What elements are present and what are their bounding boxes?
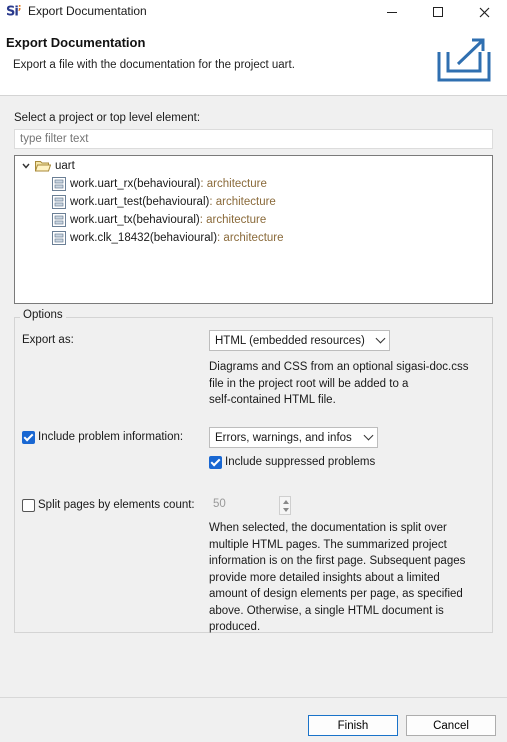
increment-icon[interactable]: [283, 500, 289, 504]
tree-root-label: uart: [55, 160, 75, 172]
filter-input[interactable]: [14, 129, 493, 149]
include-problems-label: Include problem information:: [38, 431, 184, 443]
tree-item[interactable]: [52, 211, 266, 229]
problem-level-select[interactable]: [209, 427, 378, 448]
options-legend: Options: [20, 309, 66, 321]
tree-item-kind: : architecture: [217, 232, 284, 244]
minimize-icon: [387, 12, 397, 13]
tree-item-name: work.uart_rx(behavioural): [70, 178, 201, 190]
include-suppressed-label: Include suppressed problems: [225, 456, 376, 468]
finish-button[interactable]: Finish: [308, 715, 398, 736]
tree-item-kind: : architecture: [209, 196, 276, 208]
tree-item-name: work.uart_test(behavioural): [70, 196, 210, 208]
architecture-icon: [52, 195, 66, 209]
select-element-label: Select a project or top level element:: [14, 112, 201, 124]
split-pages-checkbox[interactable]: [22, 499, 35, 512]
architecture-icon: [52, 213, 66, 227]
include-problems-checkbox[interactable]: [22, 431, 35, 444]
footer-divider: [0, 697, 507, 698]
tree-root-uart[interactable]: [21, 157, 75, 175]
title-bar: [0, 0, 507, 24]
split-help-text: When selected, the documentation is split over multiple HTML pages. The summarized project information is on the first page. Subsequent pages provide more detailed insights about a limited amount of design elements per page, as specified above. Otherwise, a single HTML document is produced.: [209, 522, 466, 633]
page-title: Export Documentation: [6, 35, 146, 50]
close-button[interactable]: [464, 0, 504, 24]
split-pages-label: Split pages by elements count:: [38, 499, 195, 511]
architecture-icon: [52, 231, 66, 245]
page-description: Export a file with the documentation for the project uart.: [13, 59, 295, 71]
export-icon: [436, 36, 492, 84]
problem-level-value: Errors, warnings, and infos: [215, 431, 352, 444]
tree-item-name: work.uart_tx(behavioural): [70, 214, 200, 226]
project-folder-icon: [35, 160, 51, 172]
tree-item[interactable]: [52, 193, 276, 211]
chevron-down-icon: [364, 431, 374, 441]
chevron-down-icon[interactable]: [21, 161, 31, 171]
stepper-buttons[interactable]: [279, 496, 291, 515]
window-title: Export Documentation: [28, 4, 147, 18]
include-suppressed-checkbox[interactable]: [209, 456, 222, 469]
export-format-value: HTML (embedded resources): [215, 334, 365, 347]
maximize-icon: [433, 7, 443, 17]
tree-item-kind: : architecture: [200, 178, 267, 190]
decrement-icon[interactable]: [283, 508, 289, 512]
minimize-button[interactable]: [372, 0, 412, 24]
chevron-down-icon: [376, 334, 386, 344]
elements-count-stepper[interactable]: [209, 496, 291, 515]
sigasi-app-icon: Si;: [6, 3, 21, 20]
close-icon: [479, 7, 490, 18]
cancel-button[interactable]: Cancel: [406, 715, 496, 736]
export-help-text: Diagrams and CSS from an optional sigasi-doc.css file in the project root will be added to a self-contained HTML file.: [209, 361, 469, 406]
dialog-header: [0, 24, 507, 96]
export-format-select[interactable]: [209, 330, 390, 351]
element-tree[interactable]: [14, 155, 493, 304]
export-as-label: Export as:: [22, 334, 74, 346]
architecture-icon: [52, 177, 66, 191]
tree-item[interactable]: [52, 229, 284, 247]
tree-item-kind: : architecture: [199, 214, 267, 226]
tree-item[interactable]: [52, 175, 267, 193]
elements-count-value: 50: [213, 498, 226, 510]
maximize-button[interactable]: [418, 0, 458, 24]
tree-item-name: work.clk_18432(behavioural): [70, 232, 218, 244]
